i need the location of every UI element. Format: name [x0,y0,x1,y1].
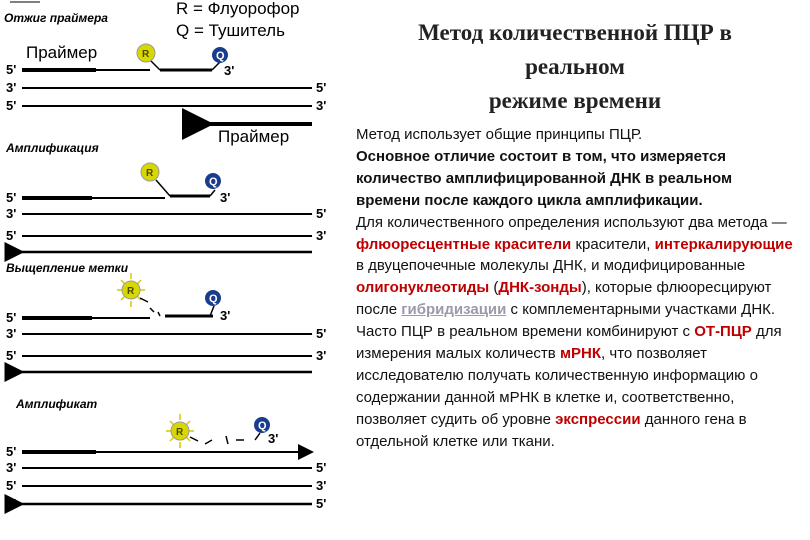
svg-text:Q: Q [258,420,267,432]
p4-text-g: данного гена в отдельной клетке или ткани. [356,410,747,450]
stage3-probe-3prime: 3' [220,308,231,323]
stage2-probe-3prime: 3' [220,190,231,205]
stage3-quencher-icon [205,290,221,306]
stage2-strand3-5prime: 5' [6,228,17,243]
stage1-strand3-3prime: 3' [316,98,327,113]
p4-text-c: для измерения малых количеств [356,323,782,363]
stage1-probe [150,60,220,70]
stage4-strand2-5prime: 5' [316,460,327,475]
stage4-cleaved-fragment [190,436,244,444]
paragraph-1: Метод использует общие принципы ПЦР. [356,126,643,143]
title-line-2: реальном [525,54,625,79]
stage1-strand2-5prime: 5' [316,80,327,95]
link-mrna[interactable]: мРНК [559,345,602,363]
title-line-3: режиме времени [488,88,662,113]
stage1-primer-label: Праймер [26,43,98,62]
stage3-strand3-5prime: 5' [6,348,17,363]
stage2-label: Амплификация [6,141,99,155]
legend-fluorophore: R = Флуорофор [176,0,300,18]
p3-text-a: Для количественного определения используют два метода — [356,213,787,231]
stage2-strand1-5prime: 5' [6,190,17,205]
stage3-label: Выщепление метки [6,261,129,275]
stage4-probe-3prime: 3' [268,431,279,446]
svg-text:R: R [127,286,135,297]
stage3-strand1-5prime: 5' [6,310,17,325]
stage3-strand2-3prime: 3' [6,326,17,341]
stage2-strand2-5prime: 5' [316,206,327,221]
svg-text:Q: Q [216,50,225,62]
link-hybridization[interactable]: гибридизации [401,301,507,319]
stage2-strand2-3prime: 3' [6,206,17,221]
stage1-label: Отжиг праймера [4,11,108,25]
stage4-strand1-5prime: 5' [6,444,17,459]
paragraph-4 [356,321,800,452]
pcr-probe-diagram [0,0,345,540]
p3-text-c: красители, [571,235,655,253]
stage3-strand2-5prime: 5' [316,326,327,341]
stage4-label: Амплификат [16,397,98,411]
link-expression[interactable]: экспрессии [555,410,641,428]
link-dna-probes[interactable]: ДНК-зонды [498,279,582,297]
stage1-strand1-5prime: 5' [6,62,17,77]
stage3-cleaved-fragment [140,298,160,316]
legend-quencher: Q = Тушитель [176,21,285,40]
link-rt-pcr[interactable]: ОТ-ПЦР [694,323,752,341]
stage1-strand2-3prime: 3' [6,80,17,95]
slide-title [355,16,795,118]
slide-body [356,124,800,453]
stage2-quencher-icon [205,173,221,189]
stage4-strand4-5prime: 5' [316,496,327,511]
stage1-fluorophore-icon [137,44,155,62]
stage2-strand3-3prime: 3' [316,228,327,243]
stage3-fluorophore-icon [117,273,145,307]
link-fluorescent-dyes[interactable]: флюоресцентные красители [356,235,572,253]
svg-text:R: R [176,427,184,438]
p3-text-k: с комплементарными участками ДНК. [506,301,776,319]
stage1-strand3-5prime: 5' [6,98,17,113]
stage4-strand3-3prime: 3' [316,478,327,493]
svg-text:Q: Q [209,176,218,188]
stage4-strand4-3prime: 3' [6,496,17,511]
stage1-quencher-icon [212,47,228,63]
p4-text-e: , что позволяет исследователю получать количественную информацию о содержании данной мРНК в клетке и, соответственно, позволяет судить об уровне [356,345,758,428]
stage2-fluorophore-icon [141,163,159,181]
svg-text:R: R [142,49,150,60]
svg-text:R: R [146,168,154,179]
stage4-quencher-link [255,433,260,440]
paragraph-2: Основное отличие состоит в том, что измеряется количество амплифицированной ДНК в реальном времени после каждого цикла амплификации. [356,147,733,209]
link-intercalating[interactable]: интеркалирующие [654,235,793,253]
p3-text-i: ), которые флюоресцируют после [356,279,772,319]
link-oligonucleotides[interactable]: олигонуклеотиды [356,279,490,297]
stage3-strand3-3prime: 3' [316,348,327,363]
p3-text-e: в двуцепочечные молекулы ДНК, и модифицированные [356,257,746,275]
p3-text-g: ( [489,279,499,297]
stage4-strand2-3prime: 3' [6,460,17,475]
stage1-reverse-primer-label: Праймер [218,127,290,146]
stage4-fluorophore-icon [166,414,194,448]
p4-text-a: Часто ПЦР в реальном времени комбинируют с [356,323,695,341]
svg-text:Q: Q [209,293,218,305]
stage4-strand3-5prime: 5' [6,478,17,493]
title-line-1: Метод количественной ПЦР в [418,20,732,45]
paragraph-3 [356,212,800,322]
stage1-probe-3prime: 3' [224,63,235,78]
